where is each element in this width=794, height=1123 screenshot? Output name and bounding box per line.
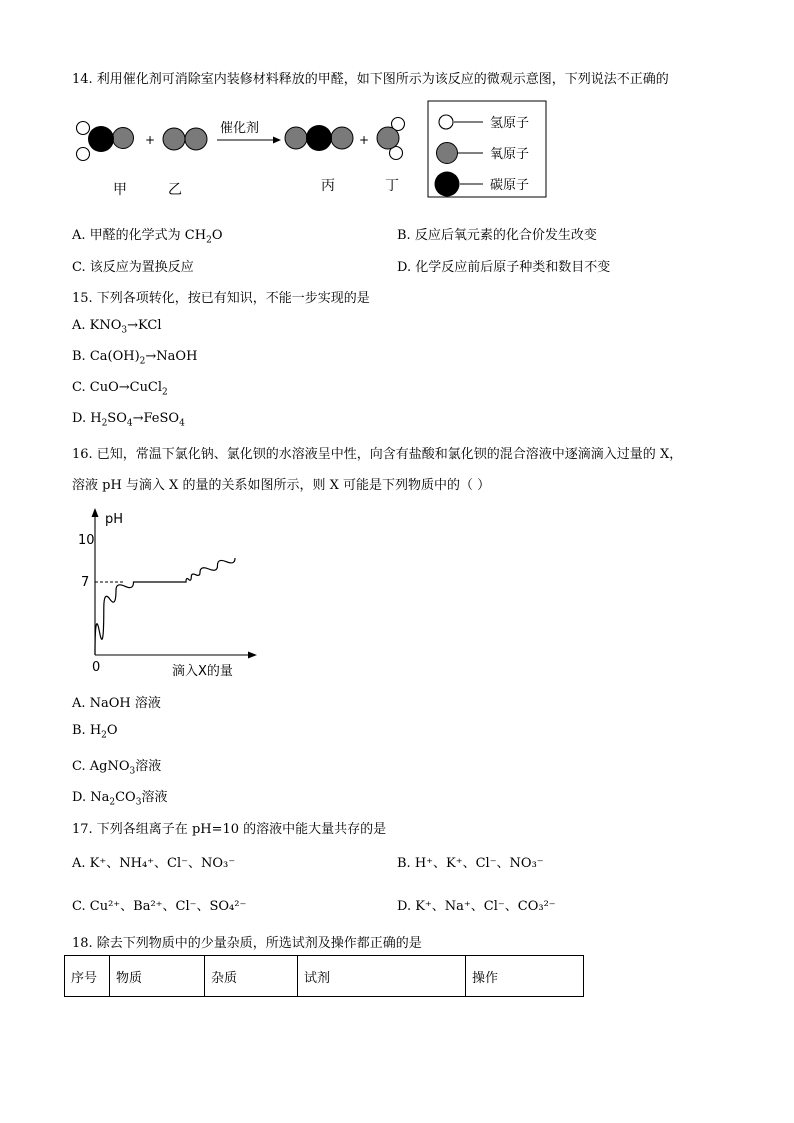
q14-option-d: D. 化学反应前后原子种类和数目不变 xyxy=(397,260,611,275)
y-tick-10: 10 xyxy=(78,533,95,548)
q17-option-b: B. H⁺、K⁺、Cl⁻、NO₃⁻ xyxy=(397,856,544,871)
q15-option-b: B. $Ca(OH)_2\to NaOH$ xyxy=(72,349,198,367)
q17-stem: 17. 下列各组离子在 pH=10 的溶液中能大量共存的是 xyxy=(72,822,387,837)
q18-stem: 18. 除去下列物质中的少量杂质，所选试剂及操作都正确的是 xyxy=(72,936,422,951)
x-axis-label: 滴入X的量 xyxy=(172,664,233,679)
q14-option-b: B. 反应后氧元素的化合价发生改变 xyxy=(397,228,597,243)
header-cell: 杂质 xyxy=(205,956,298,997)
plus-sign-2: + xyxy=(359,133,370,147)
legend-oxygen: 氧原子 xyxy=(490,147,530,162)
legend-hydrogen: 氢原子 xyxy=(490,116,530,131)
molecule-oxygen xyxy=(163,128,207,150)
q16-stem-line1: 16. 已知，常温下氯化钠、氯化钡的水溶液呈中性，向含有盐酸和氯化钡的混合溶液中逐滴滴入过量的 X， xyxy=(72,447,683,462)
q17-option-c: C. Cu²⁺、Ba²⁺、Cl⁻、SO₄²⁻ xyxy=(72,899,247,914)
legend-carbon: 碳原子 xyxy=(490,178,530,193)
molecule-formaldehyde xyxy=(77,122,134,161)
q15-stem: 15. 下列各项转化，按已有知识，不能一步实现的是 xyxy=(72,291,370,306)
q15-option-c: C. CuO→CuCl$_2$ xyxy=(72,380,168,398)
q18-table xyxy=(64,955,584,997)
q17-option-d: D. K⁺、Na⁺、Cl⁻、CO₃²⁻ xyxy=(397,899,556,914)
header-cell: 序号 xyxy=(65,956,110,997)
q16-stem-line2: 溶液 pH 与滴入 X 的量的关系如图所示，则 X 可能是下列物质中的（ ） xyxy=(72,478,491,493)
q16-option-a: A. NaOH 溶液 xyxy=(72,696,161,711)
molecule-water xyxy=(377,118,405,160)
table-header-row xyxy=(65,956,584,997)
label-bing: 丙 xyxy=(321,178,335,194)
origin-label: 0 xyxy=(92,660,101,675)
q14-option-c: C. 该反应为置换反应 xyxy=(72,260,194,275)
q14-option-a: A. 甲醛的化学式为 $CH_2O$ xyxy=(72,228,223,246)
y-axis-label: pH xyxy=(105,512,124,527)
y-tick-7: 7 xyxy=(81,575,90,590)
header-cell: 试剂 xyxy=(298,956,466,997)
q17-option-a: A. K⁺、NH₄⁺、Cl⁻、NO₃⁻ xyxy=(72,856,236,871)
q15-option-a: A. $KNO_3\to KCl$ xyxy=(72,318,162,336)
molecule-co2 xyxy=(285,125,353,151)
header-cell: 操作 xyxy=(466,956,584,997)
header-cell: 物质 xyxy=(110,956,205,997)
plus-sign: + xyxy=(145,133,156,147)
reaction-diagram xyxy=(70,98,560,200)
q15-option-d: D. $H_2SO_4\to FeSO_4$ xyxy=(72,411,185,429)
label-yi: 乙 xyxy=(168,182,182,198)
label-ding: 丁 xyxy=(385,178,399,194)
legend-box xyxy=(428,101,546,197)
label-jia: 甲 xyxy=(113,182,127,198)
q14-stem: 14. 利用催化剂可消除室内装修材料释放的甲醛，如下图所示为该反应的微观示意图，下列说法不正确的 xyxy=(72,72,669,87)
catalyst-label: 催化剂 xyxy=(220,121,260,136)
ph-chart xyxy=(70,505,270,685)
q16-option-b: B. $H_2O$ xyxy=(72,723,118,741)
q16-option-c: C. AgNO$_3$溶液 xyxy=(72,759,162,777)
q16-option-d: D. $Na_2CO_3$溶液 xyxy=(72,790,168,808)
ph-curve xyxy=(95,558,235,655)
